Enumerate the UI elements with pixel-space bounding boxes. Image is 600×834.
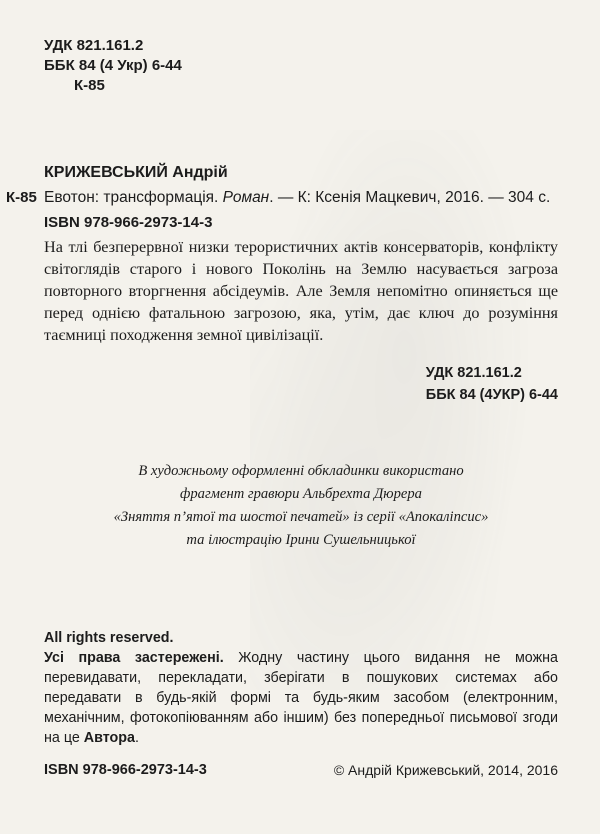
rights-english: All rights reserved. (44, 630, 174, 646)
annotation-text: На тлі безперервної низки терористичних актів консерваторів, конфлікту світоглядів старого і нового Поколінь на Землю насувається загроза повторного вторгнення абсідеумів. Але Земля непомітно опиняється ще перед однією фатальною загрозою, яка, утім, дає ключ до розуміння таємниці походження земної цивілізації. (44, 238, 558, 344)
rights-end: . (134, 730, 139, 746)
bleed-through-background (250, 130, 560, 690)
cover-credits (44, 460, 558, 552)
isbn-footer: ISBN 978-966-2973-14-3 (44, 762, 207, 778)
author-mark: К-85 (74, 77, 105, 94)
author-mark-side: К-85 (6, 189, 37, 206)
isbn-top: ISBN 978-966-2973-14-3 (44, 214, 213, 231)
bbk-code: ББК 84 (4 Укр) 6-44 (44, 57, 182, 74)
rights-author: Автора (83, 730, 135, 746)
credits-line: та ілюстрацію Ірини Сушельницької (186, 532, 416, 548)
rights-ukr-body: Жодну частину цього видання не можна перевидавати, перекладати, зберігати в пошукових системах або передавати в будь-якій формі та будь-яким засобом (електронним, механічним, фотокопіюванням або іншим) без попередньої письмової згоди на це (44, 650, 558, 746)
udk-code-right: УДК 821.161.2 (425, 365, 522, 381)
book-genre: Роман (222, 189, 270, 206)
credits-line: «Зняття п’ятої та шостої печатей» із серії «Апокаліпсис» (113, 509, 489, 525)
book-title: Евотон: трансформація. (44, 189, 219, 206)
credits-line: В художньому оформленні обкладинки використано (138, 463, 464, 479)
credits-line: фрагмент гравюри Альбрехта Дюрера (180, 486, 422, 502)
classification-codes-right (426, 362, 558, 406)
copyright-line: © Андрій Крижевський, 2014, 2016 (333, 762, 558, 778)
bibliographic-line (44, 189, 550, 207)
rights-ukr-heading: Усі права застережені. (44, 650, 224, 666)
classification-codes-top (44, 36, 182, 96)
bbk-code-right: ББК 84 (4УКР) 6-44 (425, 387, 558, 403)
author-name: КРИЖЕВСЬКИЙ Андрій (44, 164, 228, 181)
rights-notice (44, 628, 558, 748)
publisher-info: . — К: Ксенія Мацкевич, 2016. — 304 с. (269, 189, 551, 206)
rights-ukrainian (44, 648, 558, 748)
udk-code: УДК 821.161.2 (44, 37, 144, 54)
